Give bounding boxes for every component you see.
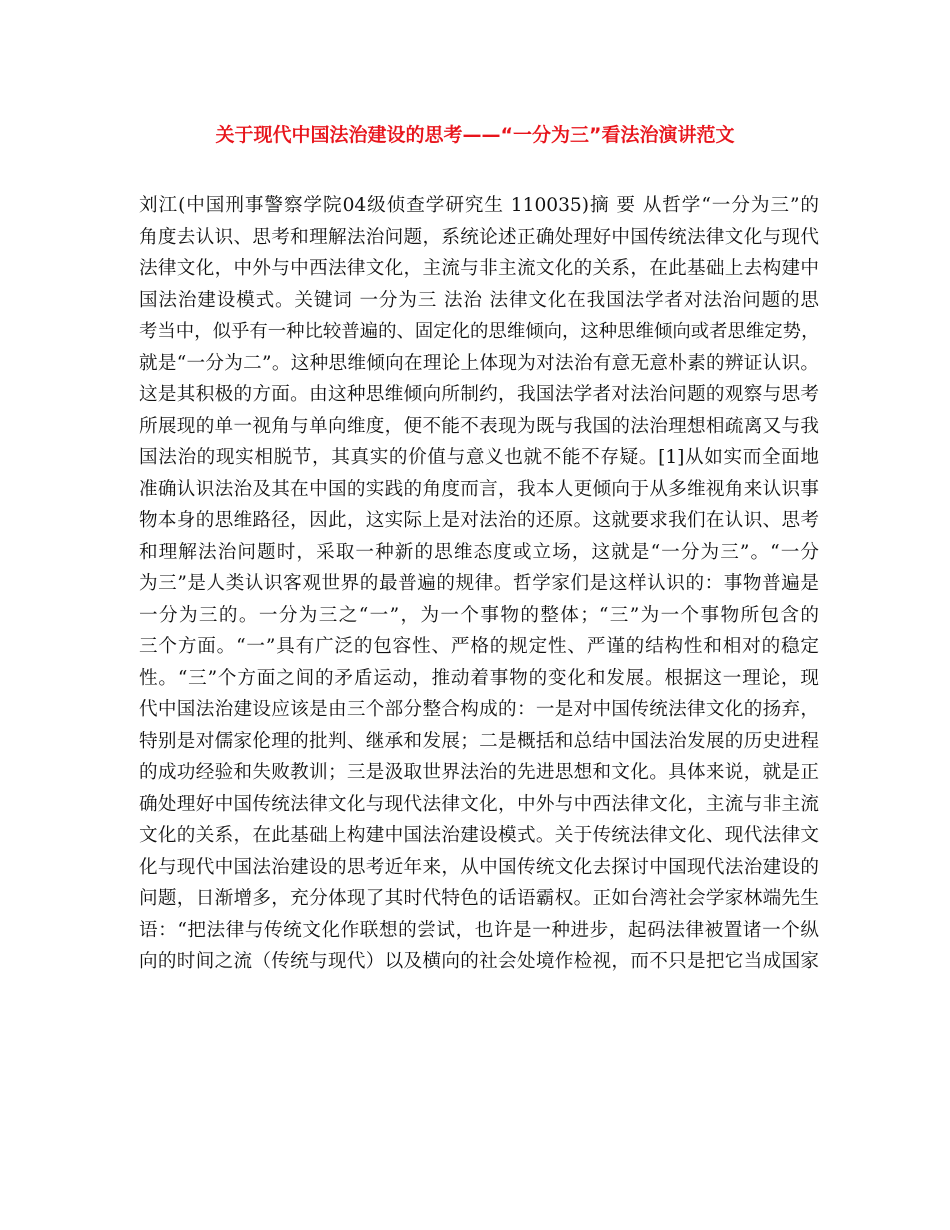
body-line: 和理解法治问题时，采取一种新的思维态度或立场，这就是“一分为三”。“一分	[139, 541, 819, 563]
body-line: 语：“把法律与传统文化作联想的尝试，也许是一种进步，起码法律被置诸一个纵	[139, 919, 819, 941]
body-line: 文化的关系，在此基础上构建中国法治建设模式。关于传统法律文化、现代法律文	[139, 825, 819, 846]
body-line: 所展现的单一视角与单向维度，便不能不表现为既与我国的法治理想相疏离又与我	[139, 415, 819, 437]
body-line: 就是“一分为二”。这种思维倾向在理论上体现为对法治有意无意朴素的辨证认识。	[139, 352, 819, 374]
body-line: 国法治建设模式。关键词 一分为三 法治 法律文化在我国法学者对法治问题的思	[139, 289, 819, 311]
body-line: 准确认识法治及其在中国的实践的角度而言，我本人更倾向于从多维视角来认识事	[139, 478, 819, 500]
body-line: 刘江(中国刑事警察学院04级侦查学研究生 110035)摘 要 从哲学“一分为三”的	[139, 195, 819, 216]
body-line: 法律文化，中外与中西法律文化，主流与非主流文化的关系，在此基础上去构建中	[139, 258, 819, 279]
body-line: 问题，日渐增多，充分体现了其时代特色的话语霸权。正如台湾社会学家林端先生	[139, 888, 819, 909]
body-line: 国法治的现实相脱节，其真实的价值与意义也就不能不存疑。[1]从如实而全面地	[139, 447, 819, 468]
body-line: 确处理好中国传统法律文化与现代法律文化，中外与中西法律文化，主流与非主流	[139, 793, 819, 815]
body-line: 这是其积极的方面。由这种思维倾向所制约，我国法学者对法治问题的观察与思考	[139, 384, 819, 405]
document-body	[139, 190, 819, 978]
body-line: 物本身的思维路径，因此，这实际上是对法治的还原。这就要求我们在认识、思考	[139, 510, 819, 531]
body-line: 代中国法治建设应该是由三个部分整合构成的：一是对中国传统法律文化的扬弃，	[139, 699, 819, 720]
body-line: 角度去认识、思考和理解法治问题，系统论述正确处理好中国传统法律文化与现代	[139, 226, 819, 248]
body-line: 化与现代中国法治建设的思考近年来，从中国传统文化去探讨中国现代法治建设的	[139, 856, 819, 878]
body-line: 性。“三”个方面之间的矛盾运动，推动着事物的变化和发展。根据这一理论，现	[139, 667, 819, 689]
body-line: 一分为三的。一分为三之“一”，为一个事物的整体；“三”为一个事物所包含的	[139, 604, 819, 626]
document-title: 关于现代中国法治建设的思考——“一分为三”看法治演讲范文	[215, 124, 735, 146]
body-line: 三个方面。“一”具有广泛的包容性、严格的规定性、严谨的结构性和相对的稳定	[139, 636, 819, 657]
body-line: 特别是对儒家伦理的批判、继承和发展；二是概括和总结中国法治发展的历史进程	[139, 730, 819, 752]
body-line: 的成功经验和失败教训；三是汲取世界法治的先进思想和文化。具体来说，就是正	[139, 762, 819, 783]
body-line: 为三”是人类认识客观世界的最普遍的规律。哲学家们是这样认识的：事物普遍是	[139, 573, 819, 594]
body-line: 向的时间之流（传统与现代）以及横向的社会处境作检视，而不只是把它当成国家	[139, 951, 819, 972]
body-line: 考当中，似乎有一种比较普遍的、固定化的思维倾向，这种思维倾向或者思维定势，	[139, 321, 820, 342]
